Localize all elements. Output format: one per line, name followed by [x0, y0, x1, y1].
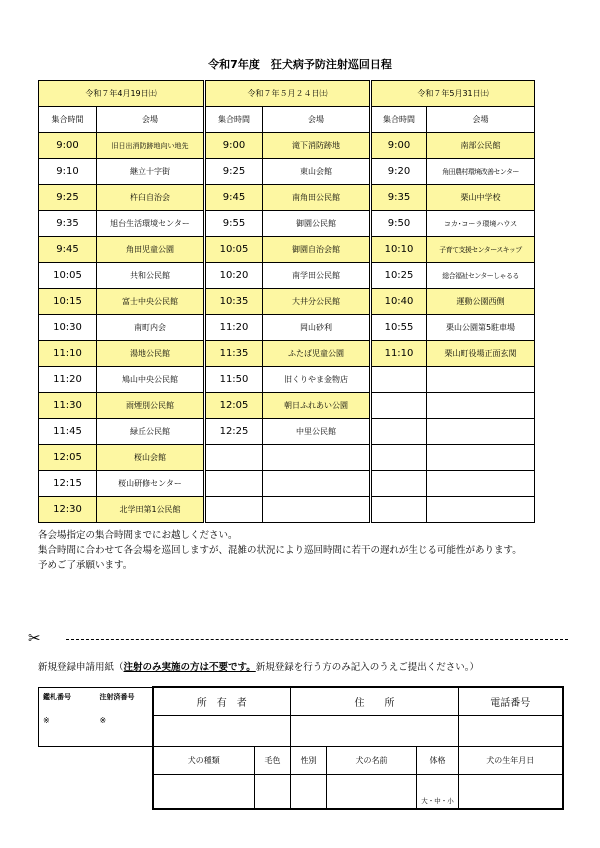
time-cell: 12:25: [205, 419, 263, 445]
owner-label: 所 有 者: [153, 687, 291, 715]
schedule-row: [39, 263, 535, 289]
place-cell: 継立十字街: [97, 159, 205, 185]
time-cell: 11:10: [371, 341, 427, 367]
place-cell: 旧くりやま金物店: [263, 367, 371, 393]
note-mark: ※: [43, 715, 50, 725]
time-cell: 10:10: [371, 237, 427, 263]
time-cell: 9:10: [39, 159, 97, 185]
time-header: 集合時間: [39, 107, 97, 133]
place-cell: 角田児童公園: [97, 237, 205, 263]
scissors-icon: ✂: [28, 629, 41, 647]
place-cell: [427, 367, 535, 393]
schedule-row: [39, 393, 535, 419]
place-cell: 大井分公民館: [263, 289, 371, 315]
time-header: 集合時間: [205, 107, 263, 133]
time-cell: 11:50: [205, 367, 263, 393]
note-mark: ※: [99, 715, 107, 725]
form-title-main: 新規登録申請用紙（: [38, 662, 124, 673]
time-cell: [205, 445, 263, 471]
place-cell: 富士中央公民館: [97, 289, 205, 315]
place-cell: [263, 445, 371, 471]
time-cell: 10:15: [39, 289, 97, 315]
place-cell: 桜山会館: [97, 445, 205, 471]
time-cell: 9:35: [371, 185, 427, 211]
place-cell: 南角田公民館: [263, 185, 371, 211]
time-cell: 9:35: [39, 211, 97, 237]
blank-area: [39, 746, 153, 774]
place-cell: 北学田第1公民館: [97, 497, 205, 523]
time-cell: 11:20: [39, 367, 97, 393]
dog-type-field[interactable]: [153, 774, 255, 809]
form-title: [38, 659, 479, 673]
time-cell: [371, 393, 427, 419]
place-header: 会場: [97, 107, 205, 133]
time-cell: [205, 471, 263, 497]
place-cell: 朝日ふれあい公園: [263, 393, 371, 419]
place-cell: 滝下消防跡地: [263, 133, 371, 159]
dog-name-field[interactable]: [327, 774, 417, 809]
note-line: 各会場指定の集合時間までにお越しください。: [38, 530, 238, 541]
injected-number-label: 注射済番号: [99, 692, 135, 701]
place-cell: [263, 497, 371, 523]
schedule-row: [39, 159, 535, 185]
time-cell: 11:10: [39, 341, 97, 367]
time-cell: 9:25: [205, 159, 263, 185]
address-label: 住 所: [291, 687, 459, 715]
owner-field[interactable]: [153, 715, 291, 746]
schedule-row: [39, 211, 535, 237]
place-cell: [427, 419, 535, 445]
address-field[interactable]: [291, 715, 459, 746]
place-cell: 南部公民館: [427, 133, 535, 159]
time-cell: [371, 419, 427, 445]
registration-form: [38, 686, 564, 810]
dog-name-label: 犬の名前: [327, 746, 417, 774]
place-cell: コカ･コーラ環境ハウス: [427, 211, 535, 237]
date-header-3: 令和７年5月31日㈯: [371, 81, 535, 107]
birth-field[interactable]: [459, 774, 563, 809]
place-cell: 東山会館: [263, 159, 371, 185]
place-cell: 緑丘公民館: [97, 419, 205, 445]
place-cell: 共和公民館: [97, 263, 205, 289]
size-label: 体格: [417, 746, 459, 774]
place-cell: [263, 471, 371, 497]
place-cell: [427, 471, 535, 497]
place-cell: 旧日出消防跡地向い地先: [97, 133, 205, 159]
time-cell: 11:35: [205, 341, 263, 367]
time-cell: 9:50: [371, 211, 427, 237]
phone-field[interactable]: [459, 715, 563, 746]
time-cell: 9:45: [205, 185, 263, 211]
schedule-row: [39, 185, 535, 211]
schedule-row: [39, 237, 535, 263]
blank-area: [39, 774, 153, 809]
place-cell: 岡山砂利: [263, 315, 371, 341]
coat-label: 毛色: [255, 746, 291, 774]
time-cell: 9:00: [205, 133, 263, 159]
date-header-2: 令和７年５月２４日㈯: [205, 81, 371, 107]
sex-label: 性別: [291, 746, 327, 774]
schedule-table: [38, 80, 535, 523]
time-cell: 11:45: [39, 419, 97, 445]
place-cell: 杵臼自治会: [97, 185, 205, 211]
place-cell: 総合福祉センターしゃるる: [427, 263, 535, 289]
form-title-underlined: 注射のみ実施の方は不要です。: [123, 662, 256, 673]
tag-number-cell[interactable]: [39, 687, 96, 746]
coat-field[interactable]: [255, 774, 291, 809]
time-cell: 10:55: [371, 315, 427, 341]
time-header: 集合時間: [371, 107, 427, 133]
schedule-row: [39, 471, 535, 497]
cut-line: [28, 629, 568, 647]
schedule-row: [39, 419, 535, 445]
time-cell: 9:00: [39, 133, 97, 159]
place-cell: 南学田公民館: [263, 263, 371, 289]
time-cell: 11:20: [205, 315, 263, 341]
place-cell: 運動公園西側: [427, 289, 535, 315]
time-cell: 10:25: [371, 263, 427, 289]
place-cell: 御園自治会館: [263, 237, 371, 263]
place-cell: 栗山中学校: [427, 185, 535, 211]
date-header-1: 令和７年4月19日㈯: [39, 81, 205, 107]
birth-label: 犬の生年月日: [459, 746, 563, 774]
place-cell: 雨煙別公民館: [97, 393, 205, 419]
schedule-row: [39, 497, 535, 523]
place-cell: [427, 497, 535, 523]
place-cell: 栗山公園第5駐車場: [427, 315, 535, 341]
time-cell: 9:45: [39, 237, 97, 263]
place-cell: [427, 393, 535, 419]
size-options: 大・中・小: [421, 797, 454, 805]
dashed-divider: [66, 639, 568, 640]
time-cell: [205, 497, 263, 523]
place-cell: 鳩山中央公民館: [97, 367, 205, 393]
size-field[interactable]: [417, 774, 459, 809]
time-cell: 10:35: [205, 289, 263, 315]
schedule-row: [39, 315, 535, 341]
time-cell: [371, 367, 427, 393]
schedule-row: [39, 445, 535, 471]
time-cell: 9:00: [371, 133, 427, 159]
time-cell: 10:40: [371, 289, 427, 315]
place-cell: [427, 445, 535, 471]
time-cell: 9:20: [371, 159, 427, 185]
place-cell: 子育て支援センタースキップ: [427, 237, 535, 263]
schedule-row: [39, 133, 535, 159]
page-title: 令和7年度 狂犬病予防注射巡回日程: [208, 58, 392, 71]
note-line: 予めご了承願います。: [38, 560, 133, 571]
place-cell: 栗山町役場正面玄関: [427, 341, 535, 367]
time-cell: 12:05: [205, 393, 263, 419]
time-cell: [371, 471, 427, 497]
place-cell: 御園公民館: [263, 211, 371, 237]
schedule-row: [39, 341, 535, 367]
place-cell: 中里公民館: [263, 419, 371, 445]
time-cell: [371, 497, 427, 523]
time-cell: 12:30: [39, 497, 97, 523]
schedule-row: [39, 289, 535, 315]
notes: [38, 528, 522, 573]
tag-number-label: 鑑札番号: [43, 692, 71, 701]
time-cell: [371, 445, 427, 471]
phone-label: 電話番号: [459, 687, 563, 715]
time-cell: 11:30: [39, 393, 97, 419]
place-cell: ふたば児童公園: [263, 341, 371, 367]
place-cell: 南町内会: [97, 315, 205, 341]
form-title-rest: 新規登録を行う方のみ記入のうえご提出ください。）: [255, 662, 480, 673]
place-cell: 旭台生活環境センター: [97, 211, 205, 237]
time-cell: 9:55: [205, 211, 263, 237]
time-cell: 10:20: [205, 263, 263, 289]
schedule-row: [39, 367, 535, 393]
place-cell: 角田農村環境改善センター: [427, 159, 535, 185]
time-cell: 9:25: [39, 185, 97, 211]
time-cell: 12:05: [39, 445, 97, 471]
note-line: 集合時間に合わせて各会場を巡回しますが、混雑の状況により巡回時間に若干の遅れが生じる可能性があります。: [38, 545, 522, 556]
place-header: 会場: [263, 107, 371, 133]
time-cell: 10:30: [39, 315, 97, 341]
dog-type-label: 犬の種類: [153, 746, 255, 774]
injected-number-cell[interactable]: [96, 687, 153, 746]
time-cell: 12:15: [39, 471, 97, 497]
place-cell: 湯地公民館: [97, 341, 205, 367]
place-cell: 桜山研修センター: [97, 471, 205, 497]
sex-field[interactable]: [291, 774, 327, 809]
time-cell: 10:05: [39, 263, 97, 289]
place-header: 会場: [427, 107, 535, 133]
time-cell: 10:05: [205, 237, 263, 263]
